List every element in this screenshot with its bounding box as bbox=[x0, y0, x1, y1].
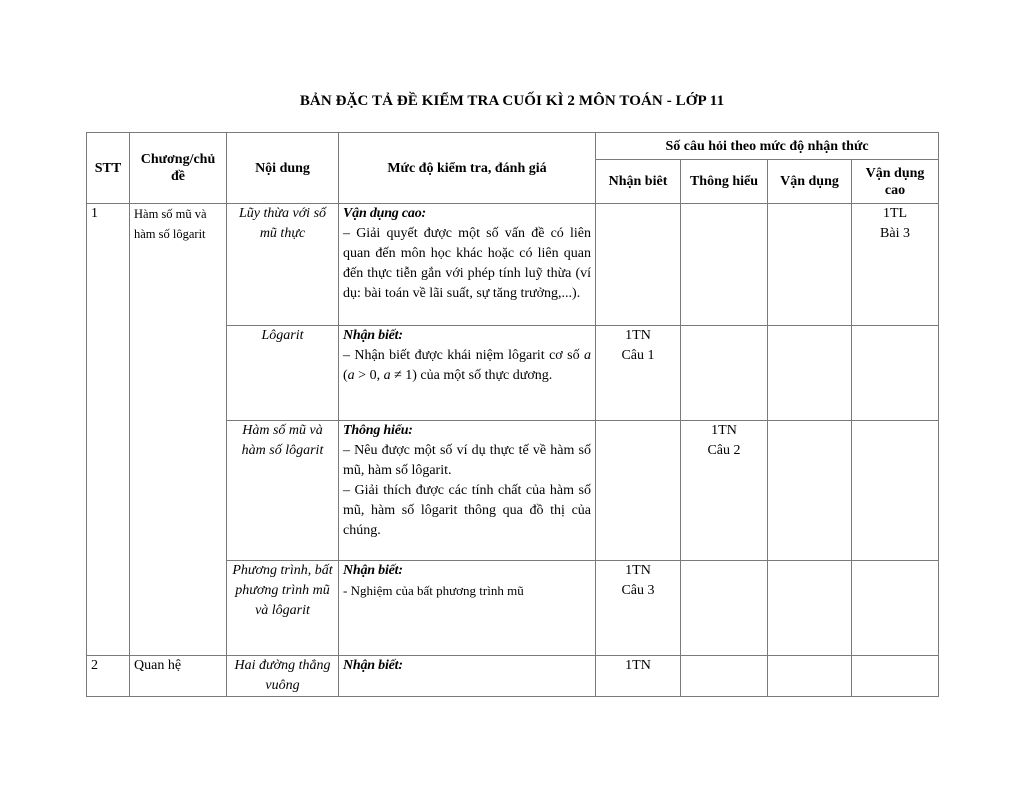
count-value: 1TN bbox=[625, 563, 651, 578]
header-level-recognize: Nhận biêt bbox=[596, 160, 681, 204]
requirement-line: – Nêu được một số ví dụ thực tế về hàm số mũ, hàm số lôgarit. bbox=[343, 443, 591, 478]
count-cell bbox=[852, 204, 939, 326]
header-level-apply-high: Vận dụng cao bbox=[852, 160, 939, 204]
row-requirement bbox=[339, 421, 596, 561]
row-content: Lôgarit bbox=[227, 326, 339, 421]
header-row-1 bbox=[87, 133, 939, 160]
requirement-line: - Nghiệm của bất phương trình mũ bbox=[343, 583, 524, 598]
count-cell bbox=[852, 326, 939, 421]
row-content: Phương trình, bất phương trình mũ và lôgarit bbox=[227, 561, 339, 656]
count-value: 1TN bbox=[711, 423, 737, 438]
specification-table bbox=[86, 132, 939, 697]
count-cell bbox=[681, 326, 768, 421]
requirement-level: Nhận biết: bbox=[343, 328, 403, 343]
header-requirement: Mức độ kiểm tra, đánh giá bbox=[339, 133, 596, 204]
row-stt: 2 bbox=[87, 656, 130, 697]
requirement-line: – Nhận biết được khái niệm lôgarit cơ số a (a > 0, a ≠ 1) của một số thực dương. bbox=[343, 348, 591, 383]
count-cell bbox=[768, 561, 852, 656]
count-question-ref: Câu 3 bbox=[621, 583, 655, 598]
requirement-line: – Giải thích được các tính chất của hàm số mũ, hàm số lôgarit thông qua đồ thị của chúng. bbox=[343, 483, 591, 538]
row-chapter: Hàm số mũ và hàm số lôgarit bbox=[130, 204, 227, 656]
header-content: Nội dung bbox=[227, 133, 339, 204]
count-cell bbox=[596, 561, 681, 656]
count-value: 1TN bbox=[625, 328, 651, 343]
count-cell bbox=[681, 656, 768, 697]
count-cell bbox=[596, 326, 681, 421]
table-row bbox=[87, 656, 939, 697]
count-question-ref: Bài 3 bbox=[880, 226, 910, 241]
count-cell: 1TN bbox=[596, 656, 681, 697]
count-cell bbox=[768, 421, 852, 561]
requirement-level: Vận dụng cao: bbox=[343, 206, 426, 221]
header-level-understand: Thông hiểu bbox=[681, 160, 768, 204]
count-cell bbox=[768, 326, 852, 421]
row-requirement bbox=[339, 561, 596, 656]
header-question-group: Số câu hỏi theo mức độ nhận thức bbox=[596, 133, 939, 160]
row-requirement bbox=[339, 326, 596, 421]
count-cell bbox=[596, 204, 681, 326]
count-cell bbox=[768, 656, 852, 697]
requirement-level: Nhận biết: bbox=[343, 563, 403, 578]
count-cell bbox=[768, 204, 852, 326]
count-cell bbox=[681, 561, 768, 656]
row-chapter: Quan hệ bbox=[130, 656, 227, 697]
row-requirement bbox=[339, 204, 596, 326]
header-level-apply: Vận dụng bbox=[768, 160, 852, 204]
requirement-level: Nhận biết: bbox=[343, 658, 403, 673]
count-cell bbox=[596, 421, 681, 561]
row-stt: 1 bbox=[87, 204, 130, 656]
count-cell bbox=[852, 561, 939, 656]
count-question-ref: Câu 2 bbox=[707, 443, 741, 458]
header-chapter: Chương/chủ đề bbox=[130, 133, 227, 204]
row-content: Lũy thừa với số mũ thực bbox=[227, 204, 339, 326]
count-cell bbox=[681, 421, 768, 561]
count-cell bbox=[852, 421, 939, 561]
row-requirement bbox=[339, 656, 596, 697]
table-row bbox=[87, 204, 939, 326]
document-title: BẢN ĐẶC TẢ ĐỀ KIỂM TRA CUỐI KÌ 2 MÔN TOÁN - LỚP 11 bbox=[299, 93, 725, 109]
count-value: 1TL bbox=[882, 206, 908, 221]
row-content: Hàm số mũ và hàm số lôgarit bbox=[227, 421, 339, 561]
count-cell bbox=[852, 656, 939, 697]
count-cell bbox=[681, 204, 768, 326]
count-question-ref: Câu 1 bbox=[621, 348, 655, 363]
requirement-line: – Giải quyết được một số vấn đề có liên quan đến môn học khác hoặc có liên quan đến thực tiễn gắn với phép tính luỹ thừa (ví dụ: bài toán về lãi suất, sự tăng trưởng,...). bbox=[343, 226, 591, 301]
header-stt: STT bbox=[87, 133, 130, 204]
requirement-level: Thông hiểu: bbox=[343, 423, 413, 438]
row-content: Hai đường thẳng vuông bbox=[227, 656, 339, 697]
